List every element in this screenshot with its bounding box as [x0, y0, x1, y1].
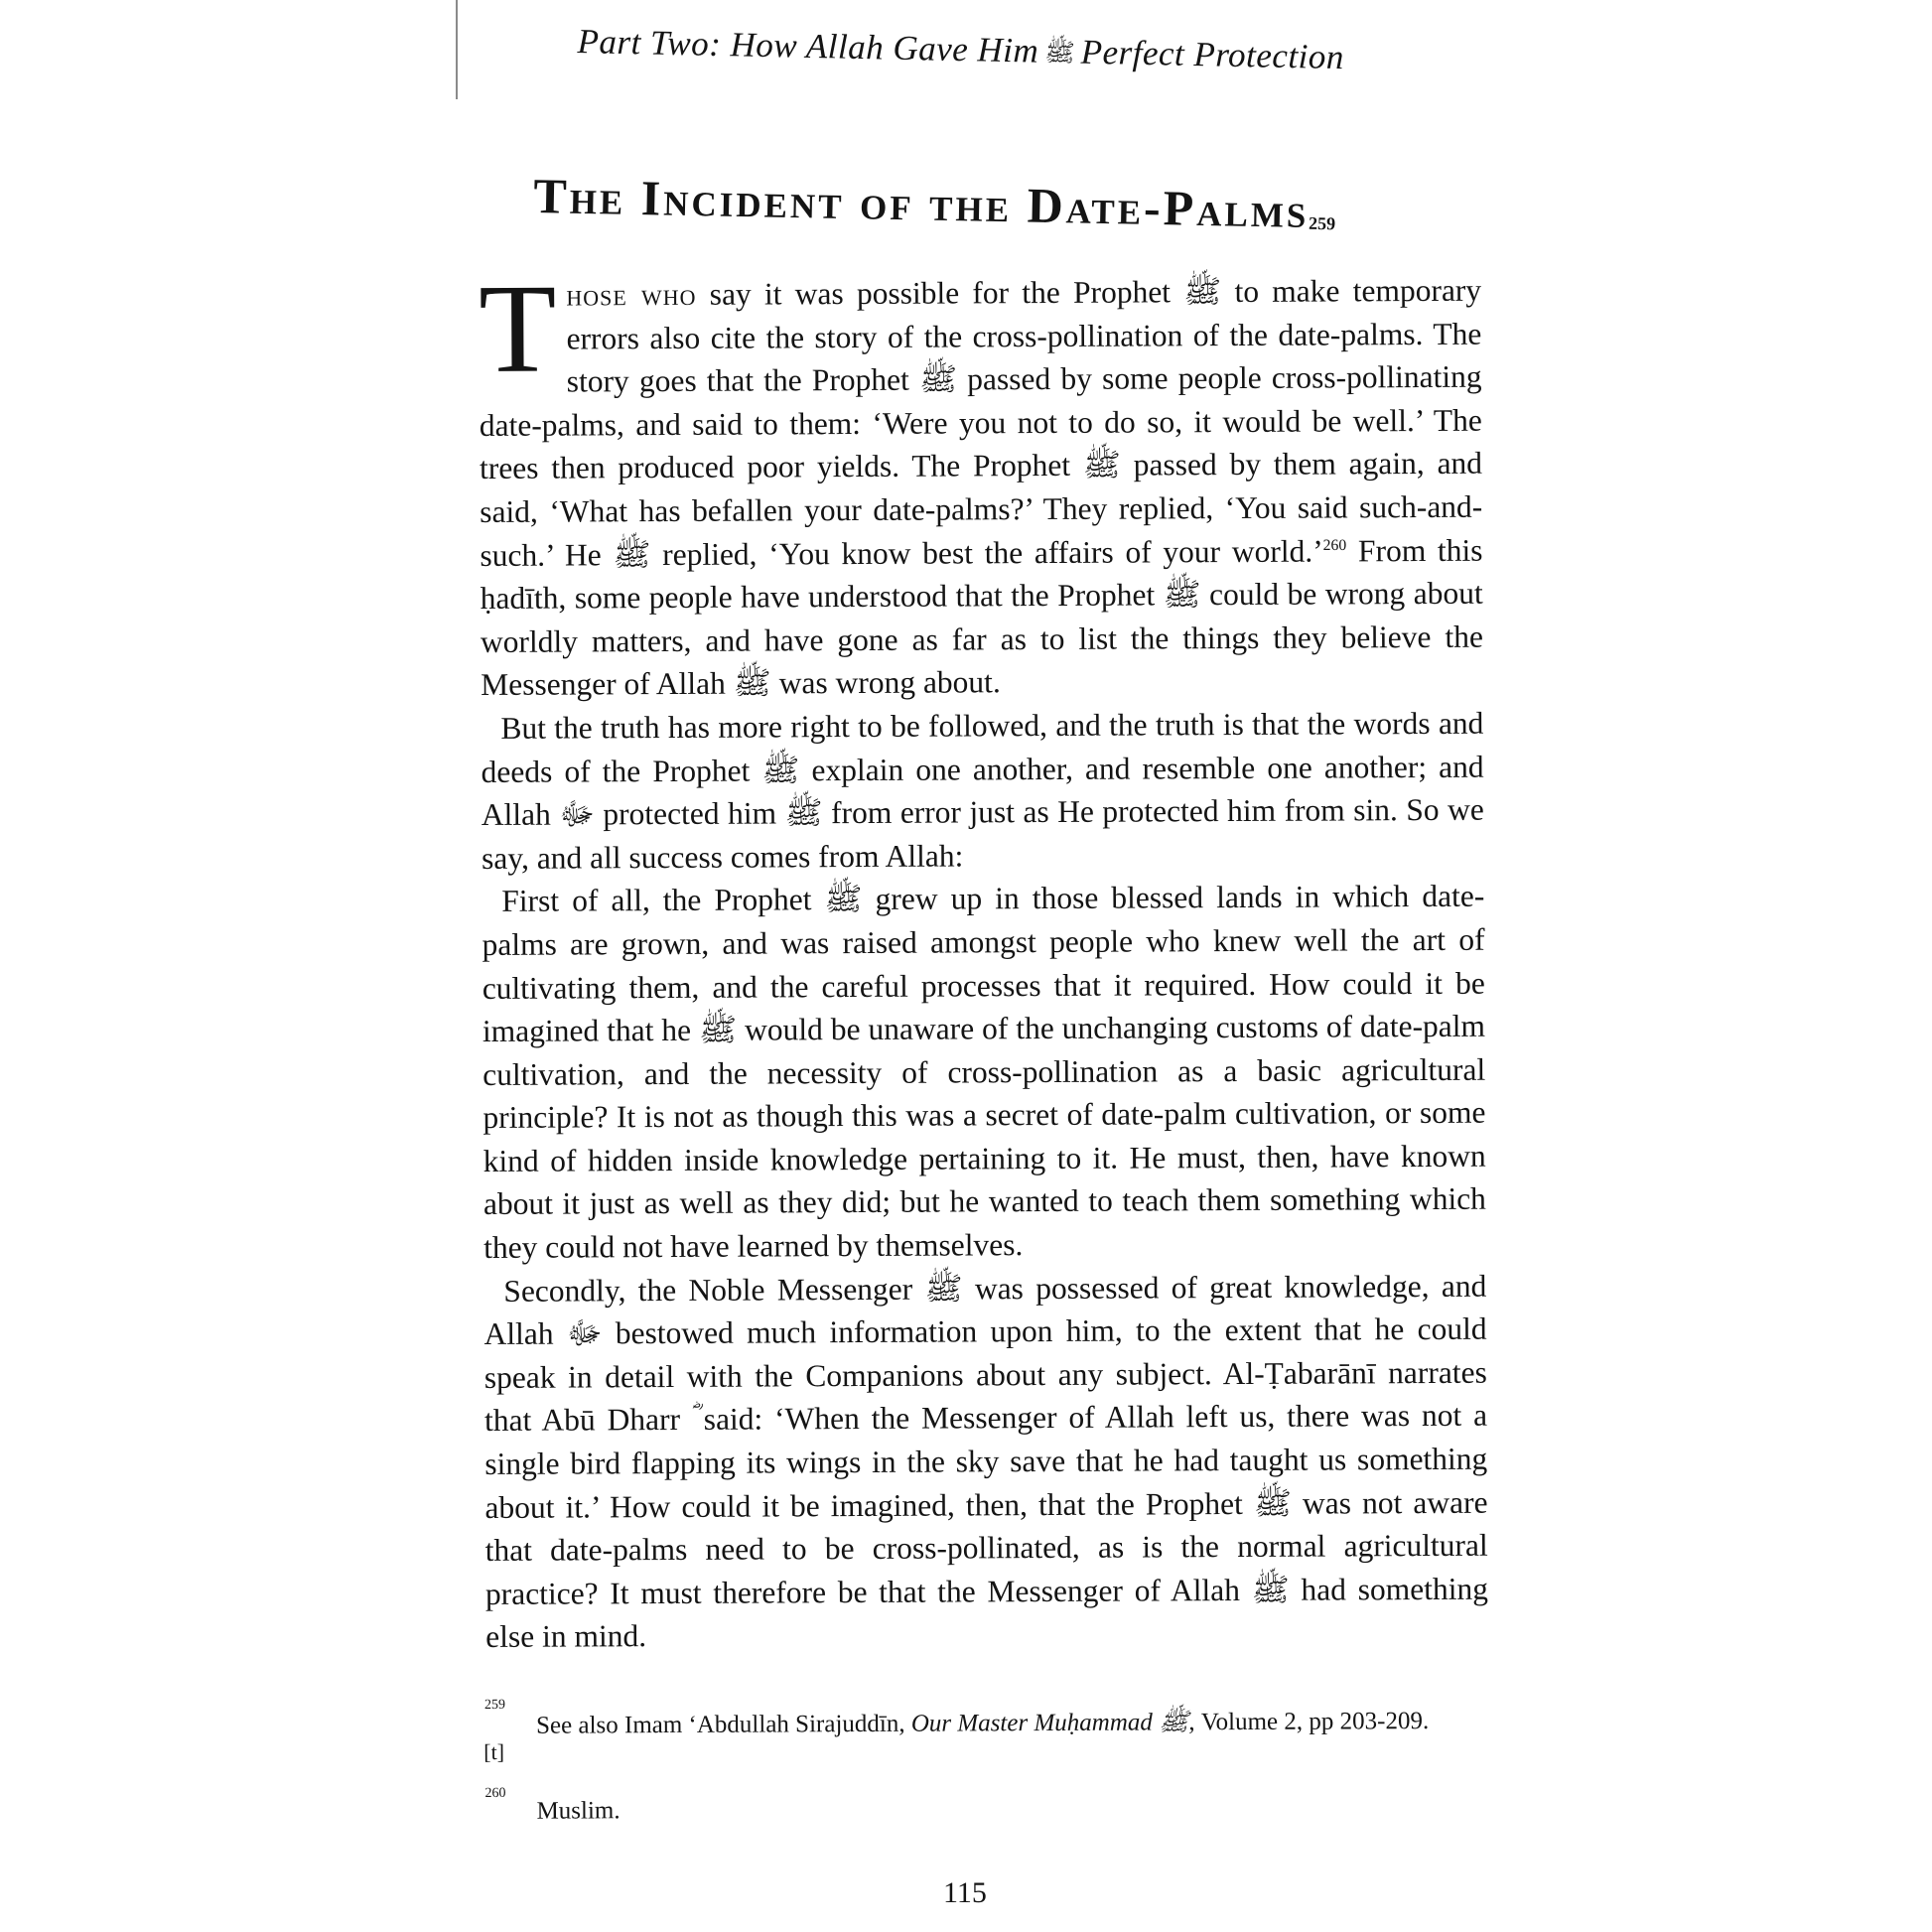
- paragraph-3: First of all, the Prophet ﷺ grew up in those blessed lands in which date-palms are grown, and was raised amongst people who knew well the art of cultivating them, and the careful processes that it required. How could it be imagined that he ﷺ would be unaware of the unchanging customs of date-palm cultivation, and the necessity of cross-pollination as a basic agricultural principle? It is not as though this was a secret of date-palm cultivation, or some kind of hidden inside knowledge pertaining to it. He must, then, have known about it just as well as they did; but he wanted to teach them something which they could not have learned by themselves.: [482, 879, 1486, 1266]
- binding-edge-line: [456, 0, 458, 99]
- chapter-title: [533, 167, 1457, 242]
- body-text: [478, 257, 1489, 1659]
- paragraph-1: [478, 257, 1484, 707]
- running-head-text-end: Perfect Protection: [1080, 32, 1345, 77]
- footnote-text-start: See also Imam ‘Abdullah Sirajuddīn,: [536, 1710, 905, 1739]
- footnote-260: [484, 1785, 1487, 1826]
- footnote-number: 259: [483, 1697, 506, 1713]
- footnotes: [483, 1697, 1488, 1826]
- running-head-text: Part Two: How Allah Gave Him: [577, 22, 1039, 70]
- footnote-text: Muslim.: [536, 1797, 621, 1825]
- page-number: 115: [943, 1876, 987, 1909]
- footnote-259: [483, 1697, 1487, 1765]
- footnote-text: [536, 1705, 1487, 1746]
- chapter-title-text: The Incident of the Date-Palms: [532, 167, 1310, 238]
- lead-small-caps: hose who: [566, 276, 697, 313]
- paragraph-1-text: say it was possible for the Prophet ﷺ to make temporary errors also cite the story of the cross-pollination of the date-palms. The story goes that the Prophet ﷺ passed by some people cross-pollinating date-palms, and said to them: ‘Were you not to do so, it would be well.’ The trees then produced poor yields. The Prophet ﷺ passed by them again, and said, ‘What has befallen your date-palms?’ They replied, ‘You said such-and-such.’ He ﷺ replied, ‘You know best the affairs of your world.’: [479, 272, 1483, 573]
- footnote-number: 260: [484, 1785, 506, 1801]
- footnote-marker: [t]: [483, 1738, 505, 1765]
- drop-cap: T: [478, 257, 557, 399]
- paragraph-2: But the truth has more right to be followed, and the truth is that the words and deeds of the Prophet ﷺ explain one another, and resemble one another; and Allah ﷻ protected him ﷺ from error just as He protected him from sin. So we say, and all success comes from Allah:: [481, 705, 1484, 876]
- paragraph-4: Secondly, the Noble Messenger ﷺ was possessed of great knowledge, and Allah ﷻ bestowed much information upon him, to the extent that he could speak in detail with the Companions about any subject. Al-Ṭabarānī narrates that Abū Dharr ؓ said: ‘When the Messenger of Allah left us, there was not a single bird flapping its wings in the sky save that he had taught us something about it.’ How could it be imagined, then, that the Prophet ﷺ was not aware that date-palms need to be cross-pollinated, as is the normal agricultural practice? It must therefore be that the Messenger of Allah ﷺ had something else in mind.: [483, 1268, 1489, 1655]
- paragraph-1-text-cont: From this ḥadīth, some people have understood that the Prophet ﷺ could be wrong about worldly matters, and have gone as far as to list the things they believe the Messenger of Allah ﷺ was wrong about.: [480, 532, 1484, 703]
- running-head: [577, 22, 1392, 80]
- footnote-ref-260: 260: [1322, 536, 1347, 554]
- chapter-title-note-ref: 259: [1308, 212, 1336, 234]
- footnote-text-end: , Volume 2, pp 203-209.: [1188, 1708, 1430, 1736]
- footnote-book-title: Our Master Muḥammad ﷺ: [910, 1709, 1189, 1737]
- salutation-glyph: ﷺ: [1043, 39, 1075, 68]
